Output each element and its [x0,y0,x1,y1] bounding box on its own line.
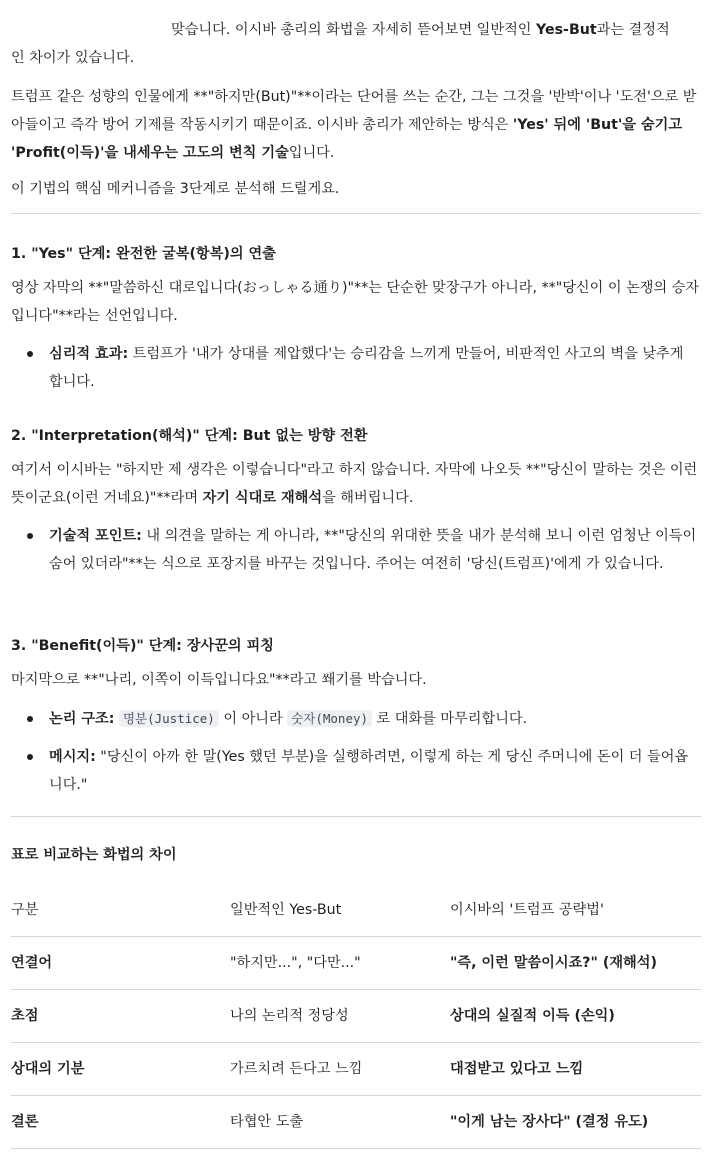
table-cell: "하지만...", "다만..." [230,955,361,971]
inline-code: 명분(Justice) [119,710,219,727]
section-3-body: 마지막으로 **"나리, 이쪽이 이득입니다요"**라고 쐐기를 박습니다. [11,672,427,688]
table-header-cell: 구분 [11,902,39,918]
bullet-dot [27,716,33,722]
table-divider [11,936,701,937]
bullet-dot [27,754,33,760]
inline-code: 숫자(Money) [287,710,372,727]
divider [11,213,701,214]
section-3-heading: 3. "Benefit(이득)" 단계: 장사꾼의 피칭 [11,638,274,654]
intro-paragraph-2: 트럼프 같은 성향의 인물에게 **"하지만(But)"**이라는 단어를 쓰는 순간, 그는 그것을 '반박'이나 '도전'으로 받아들이고 즉각 방어 기제를 작동시키기 때문이죠. 이시바 총리가 제안하는 방식은 'Yes' 뒤에 'But'을 숨기고 'Profit(이득)'을 내세우는 고도의 변칙 기술입니다. [11,89,697,161]
table-divider [11,1148,701,1149]
table-cell: "이게 남는 장사다" (결정 유도) [450,1114,649,1130]
section-1-heading: 1. "Yes" 단계: 완전한 굴복(항복)의 연출 [11,246,276,262]
table-header-cell: 이시바의 '트럼프 공략법' [450,902,604,918]
bullet-dot [27,351,33,357]
table-header-cell: 일반적인 Yes-But [230,902,342,918]
table-cell: 결론 [11,1114,39,1130]
section-2-body: 여기서 이시바는 "하지만 제 생각은 이렇습니다"라고 하지 않습니다. 자막에 나오듯 **"당신이 말하는 것은 이런 뜻이군요(이런 거네요)"**라며 자기 식대로 재해석을 해버립니다. [11,462,698,506]
table-cell: 연결어 [11,955,53,971]
table-cell: 상대의 실질적 이득 (손익) [450,1008,615,1024]
table-cell: 타협안 도출 [230,1114,304,1130]
intro-line-1: 맞습니다. 이시바 총리의 화법을 자세히 뜯어보면 일반적인 Yes-But과는 결정적 [171,22,670,38]
table-divider [11,1095,701,1096]
table-cell: 가르치려 든다고 느낌 [230,1061,363,1077]
section-3-bullet-2: 메시지: "당신이 아까 한 말(Yes 했던 부분)을 실행하려면, 이렇게 하는 게 당신 주머니에 돈이 더 들어옵니다." [49,749,689,793]
intro-paragraph-3: 이 기법의 핵심 메커니즘을 3단계로 분석해 드릴게요. [11,181,340,197]
table-cell: "즉, 이런 말씀이시죠?" (재해석) [450,955,657,971]
table-divider [11,989,701,990]
section-1-bullet: 심리적 효과: 트럼프가 '내가 상대를 제압했다'는 승리감을 느끼게 만들어, 비판적인 사고의 벽을 낮추게 합니다. [49,346,684,390]
table-cell: 상대의 기분 [11,1061,85,1077]
section-3-bullet-1: 논리 구조: 명분(Justice) 이 아니라 숫자(Money) 로 대화를 마무리합니다. [49,711,528,727]
table-cell: 초점 [11,1008,39,1024]
bullet-dot [27,533,33,539]
section-2-heading: 2. "Interpretation(해석)" 단계: But 없는 방향 전환 [11,428,368,444]
table-divider [11,1042,701,1043]
section-2-bullet: 기술적 포인트: 내 의견을 말하는 게 아니라, **"당신의 위대한 뜻을 내가 분석해 보니 이런 엄청난 이득이 숨어 있더라"**는 식으로 포장지를 바꾸는 것입니다. 주어는 여전히 '당신(트럼프)'에게 가 있습니다. [49,528,697,572]
intro-line-2: 인 차이가 있습니다. [11,50,135,66]
table-cell: 대접받고 있다고 느낌 [450,1061,584,1077]
section-1-body: 영상 자막의 **"말씀하신 대로입니다(おっしゃる通り)"**는 단순한 맞장구가 아니라, **"당신이 이 논쟁의 승자입니다"**라는 선언입니다. [11,280,700,324]
table-title: 표로 비교하는 화법의 차이 [11,847,177,863]
table-cell: 나의 논리적 정당성 [230,1008,349,1024]
divider [11,816,701,817]
